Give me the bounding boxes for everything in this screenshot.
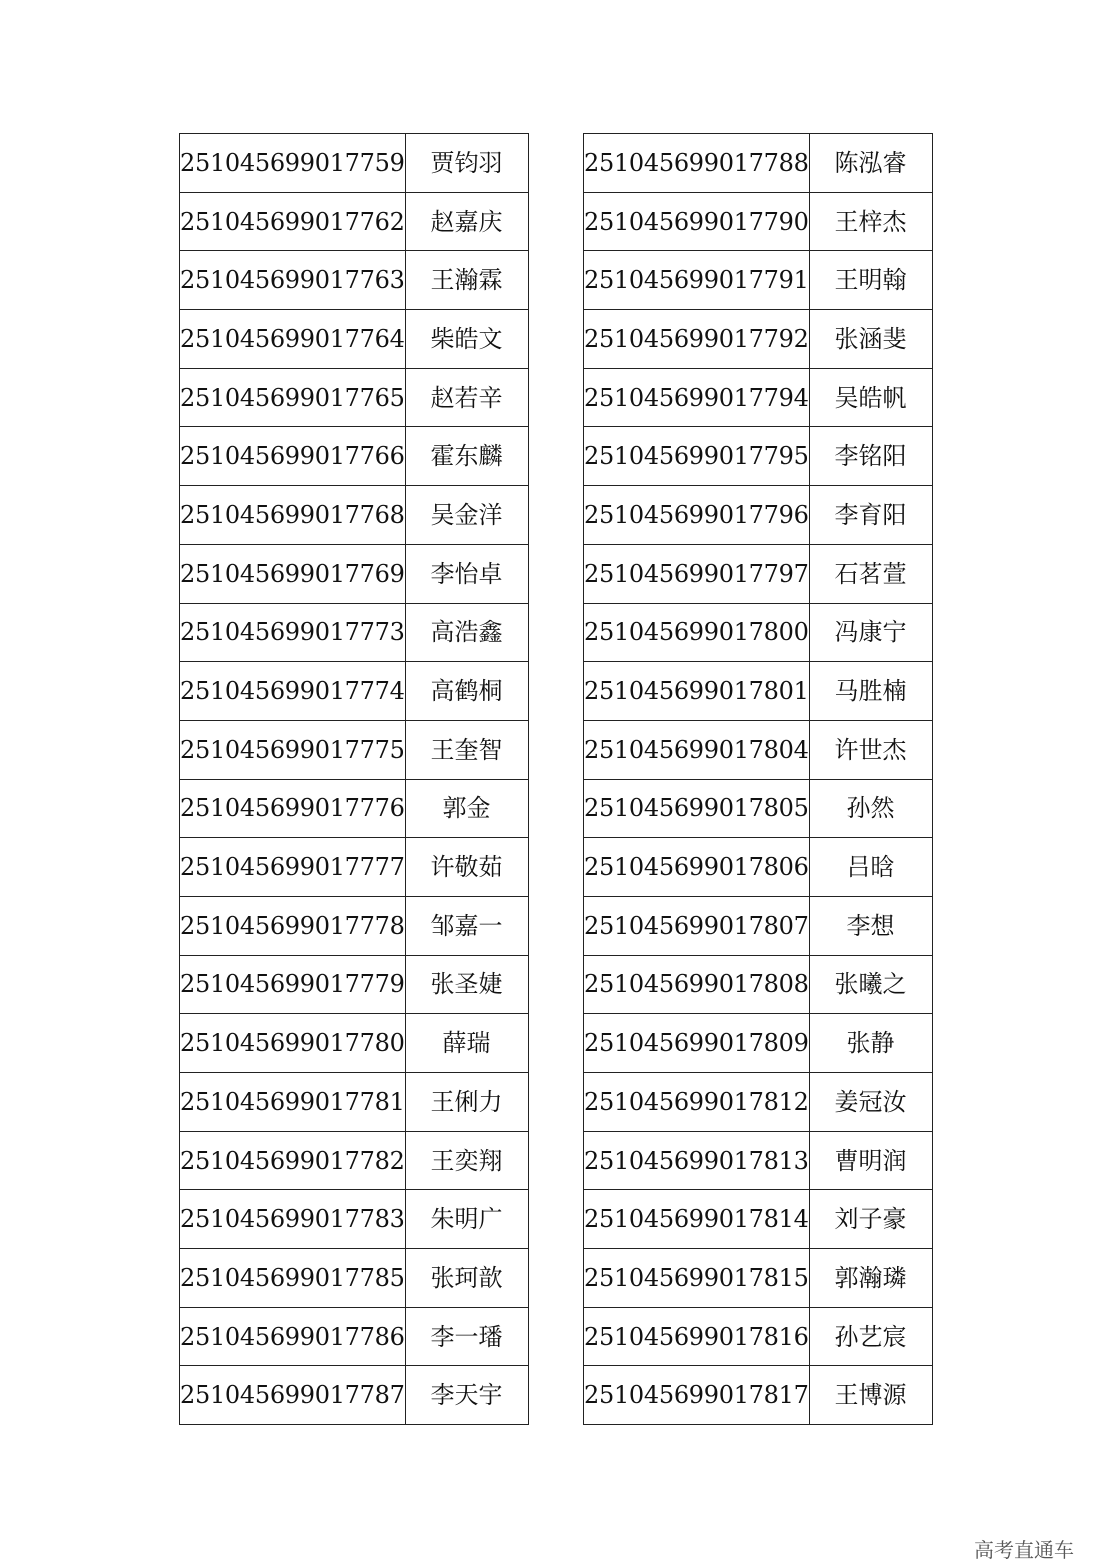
candidate-name-cell: 赵若辛 bbox=[405, 368, 528, 427]
candidate-id-cell: 251045699017805 bbox=[584, 779, 810, 838]
candidate-name-cell: 薛瑞 bbox=[405, 1014, 528, 1073]
candidate-id-cell: 251045699017795 bbox=[584, 427, 810, 486]
candidate-id-cell: 251045699017777 bbox=[180, 838, 406, 897]
candidate-id-cell: 251045699017768 bbox=[180, 486, 406, 545]
candidate-id-cell: 251045699017806 bbox=[584, 838, 810, 897]
candidate-name-cell: 冯康宁 bbox=[809, 603, 932, 662]
candidate-id-cell: 251045699017764 bbox=[180, 310, 406, 369]
table-row bbox=[584, 1249, 933, 1308]
table-row bbox=[584, 779, 933, 838]
candidate-id-cell: 251045699017801 bbox=[584, 662, 810, 721]
table-row bbox=[584, 544, 933, 603]
table-row bbox=[180, 1190, 529, 1249]
roster-table-left-body bbox=[180, 134, 529, 1425]
candidate-name-cell: 许敬茹 bbox=[405, 838, 528, 897]
table-row bbox=[584, 603, 933, 662]
candidate-name-cell: 孙艺宸 bbox=[809, 1307, 932, 1366]
table-row bbox=[584, 427, 933, 486]
candidate-name-cell: 李育阳 bbox=[809, 486, 932, 545]
candidate-name-cell: 霍东麟 bbox=[405, 427, 528, 486]
candidate-name-cell: 王奕翔 bbox=[405, 1131, 528, 1190]
table-row bbox=[584, 1190, 933, 1249]
table-row bbox=[180, 1014, 529, 1073]
candidate-id-cell: 251045699017815 bbox=[584, 1249, 810, 1308]
candidate-name-cell: 邹嘉一 bbox=[405, 896, 528, 955]
candidate-id-cell: 251045699017791 bbox=[584, 251, 810, 310]
table-row bbox=[180, 662, 529, 721]
table-row bbox=[180, 544, 529, 603]
candidate-id-cell: 251045699017790 bbox=[584, 192, 810, 251]
candidate-name-cell: 高浩鑫 bbox=[405, 603, 528, 662]
candidate-id-cell: 251045699017773 bbox=[180, 603, 406, 662]
candidate-id-cell: 251045699017788 bbox=[584, 134, 810, 193]
candidate-id-cell: 251045699017766 bbox=[180, 427, 406, 486]
table-row bbox=[584, 720, 933, 779]
candidate-id-cell: 251045699017769 bbox=[180, 544, 406, 603]
candidate-name-cell: 许世杰 bbox=[809, 720, 932, 779]
candidate-id-cell: 251045699017785 bbox=[180, 1249, 406, 1308]
table-row bbox=[584, 896, 933, 955]
roster-table-right-body bbox=[584, 134, 933, 1425]
candidate-id-cell: 251045699017792 bbox=[584, 310, 810, 369]
candidate-name-cell: 贾钧羽 bbox=[405, 134, 528, 193]
candidate-name-cell: 王俐力 bbox=[405, 1073, 528, 1132]
watermark-text: 高考直通车 bbox=[974, 1538, 1074, 1562]
table-row bbox=[584, 310, 933, 369]
candidate-id-cell: 251045699017816 bbox=[584, 1307, 810, 1366]
candidate-name-cell: 姜冠汝 bbox=[809, 1073, 932, 1132]
candidate-id-cell: 251045699017780 bbox=[180, 1014, 406, 1073]
candidate-id-cell: 251045699017779 bbox=[180, 955, 406, 1014]
table-row bbox=[180, 720, 529, 779]
candidate-name-cell: 王梓杰 bbox=[809, 192, 932, 251]
table-row bbox=[584, 251, 933, 310]
candidate-id-cell: 251045699017800 bbox=[584, 603, 810, 662]
candidate-id-cell: 251045699017804 bbox=[584, 720, 810, 779]
candidate-name-cell: 刘子豪 bbox=[809, 1190, 932, 1249]
candidate-id-cell: 251045699017781 bbox=[180, 1073, 406, 1132]
table-row bbox=[180, 1366, 529, 1425]
table-row bbox=[584, 192, 933, 251]
candidate-name-cell: 张圣婕 bbox=[405, 955, 528, 1014]
candidate-name-cell: 吴金洋 bbox=[405, 486, 528, 545]
candidate-name-cell: 李铭阳 bbox=[809, 427, 932, 486]
candidate-id-cell: 251045699017759 bbox=[180, 134, 406, 193]
table-row bbox=[180, 603, 529, 662]
table-row bbox=[180, 192, 529, 251]
candidate-name-cell: 吴皓帆 bbox=[809, 368, 932, 427]
candidate-name-cell: 张珂歆 bbox=[405, 1249, 528, 1308]
table-row bbox=[180, 1131, 529, 1190]
candidate-name-cell: 柴皓文 bbox=[405, 310, 528, 369]
candidate-name-cell: 王瀚霖 bbox=[405, 251, 528, 310]
candidate-name-cell: 陈泓睿 bbox=[809, 134, 932, 193]
table-row bbox=[584, 1014, 933, 1073]
candidate-name-cell: 张涵斐 bbox=[809, 310, 932, 369]
candidate-id-cell: 251045699017813 bbox=[584, 1131, 810, 1190]
table-row bbox=[180, 310, 529, 369]
candidate-id-cell: 251045699017787 bbox=[180, 1366, 406, 1425]
table-row bbox=[584, 1073, 933, 1132]
table-row bbox=[180, 896, 529, 955]
candidate-name-cell: 高鹤桐 bbox=[405, 662, 528, 721]
candidate-id-cell: 251045699017807 bbox=[584, 896, 810, 955]
candidate-name-cell: 李想 bbox=[809, 896, 932, 955]
table-row bbox=[180, 251, 529, 310]
candidate-name-cell: 张曦之 bbox=[809, 955, 932, 1014]
table-row bbox=[180, 486, 529, 545]
candidate-name-cell: 李一璠 bbox=[405, 1307, 528, 1366]
candidate-name-cell: 孙然 bbox=[809, 779, 932, 838]
candidate-id-cell: 251045699017782 bbox=[180, 1131, 406, 1190]
table-row bbox=[180, 838, 529, 897]
candidate-name-cell: 李怡卓 bbox=[405, 544, 528, 603]
candidate-name-cell: 马胜楠 bbox=[809, 662, 932, 721]
table-row bbox=[180, 955, 529, 1014]
candidate-name-cell: 赵嘉庆 bbox=[405, 192, 528, 251]
table-row bbox=[180, 1307, 529, 1366]
roster-table-right bbox=[583, 133, 933, 1425]
candidate-id-cell: 251045699017765 bbox=[180, 368, 406, 427]
table-row bbox=[584, 662, 933, 721]
table-row bbox=[180, 368, 529, 427]
candidate-id-cell: 251045699017814 bbox=[584, 1190, 810, 1249]
table-row bbox=[584, 1366, 933, 1425]
table-row bbox=[180, 134, 529, 193]
candidate-name-cell: 石茗萱 bbox=[809, 544, 932, 603]
candidate-name-cell: 吕晗 bbox=[809, 838, 932, 897]
table-row bbox=[180, 1073, 529, 1132]
table-row bbox=[180, 427, 529, 486]
table-row bbox=[584, 1131, 933, 1190]
candidate-id-cell: 251045699017778 bbox=[180, 896, 406, 955]
table-row bbox=[180, 779, 529, 838]
candidate-id-cell: 251045699017775 bbox=[180, 720, 406, 779]
candidate-id-cell: 251045699017762 bbox=[180, 192, 406, 251]
candidate-id-cell: 251045699017783 bbox=[180, 1190, 406, 1249]
candidate-id-cell: 251045699017774 bbox=[180, 662, 406, 721]
candidate-id-cell: 251045699017776 bbox=[180, 779, 406, 838]
candidate-id-cell: 251045699017817 bbox=[584, 1366, 810, 1425]
candidate-id-cell: 251045699017812 bbox=[584, 1073, 810, 1132]
table-row bbox=[584, 134, 933, 193]
candidate-id-cell: 251045699017794 bbox=[584, 368, 810, 427]
candidate-name-cell: 王奎智 bbox=[405, 720, 528, 779]
table-row bbox=[584, 1307, 933, 1366]
candidate-id-cell: 251045699017797 bbox=[584, 544, 810, 603]
candidate-name-cell: 张静 bbox=[809, 1014, 932, 1073]
table-row bbox=[584, 838, 933, 897]
candidate-name-cell: 王明翰 bbox=[809, 251, 932, 310]
table-row bbox=[584, 955, 933, 1014]
candidate-name-cell: 曹明润 bbox=[809, 1131, 932, 1190]
candidate-name-cell: 王博源 bbox=[809, 1366, 932, 1425]
candidate-id-cell: 251045699017809 bbox=[584, 1014, 810, 1073]
candidate-id-cell: 251045699017808 bbox=[584, 955, 810, 1014]
candidate-id-cell: 251045699017796 bbox=[584, 486, 810, 545]
roster-table-left bbox=[179, 133, 529, 1425]
candidate-id-cell: 251045699017763 bbox=[180, 251, 406, 310]
table-row bbox=[584, 368, 933, 427]
candidate-name-cell: 郭瀚璘 bbox=[809, 1249, 932, 1308]
table-row bbox=[180, 1249, 529, 1308]
table-row bbox=[584, 486, 933, 545]
candidate-id-cell: 251045699017786 bbox=[180, 1307, 406, 1366]
candidate-name-cell: 李天宇 bbox=[405, 1366, 528, 1425]
candidate-name-cell: 郭金 bbox=[405, 779, 528, 838]
candidate-name-cell: 朱明广 bbox=[405, 1190, 528, 1249]
